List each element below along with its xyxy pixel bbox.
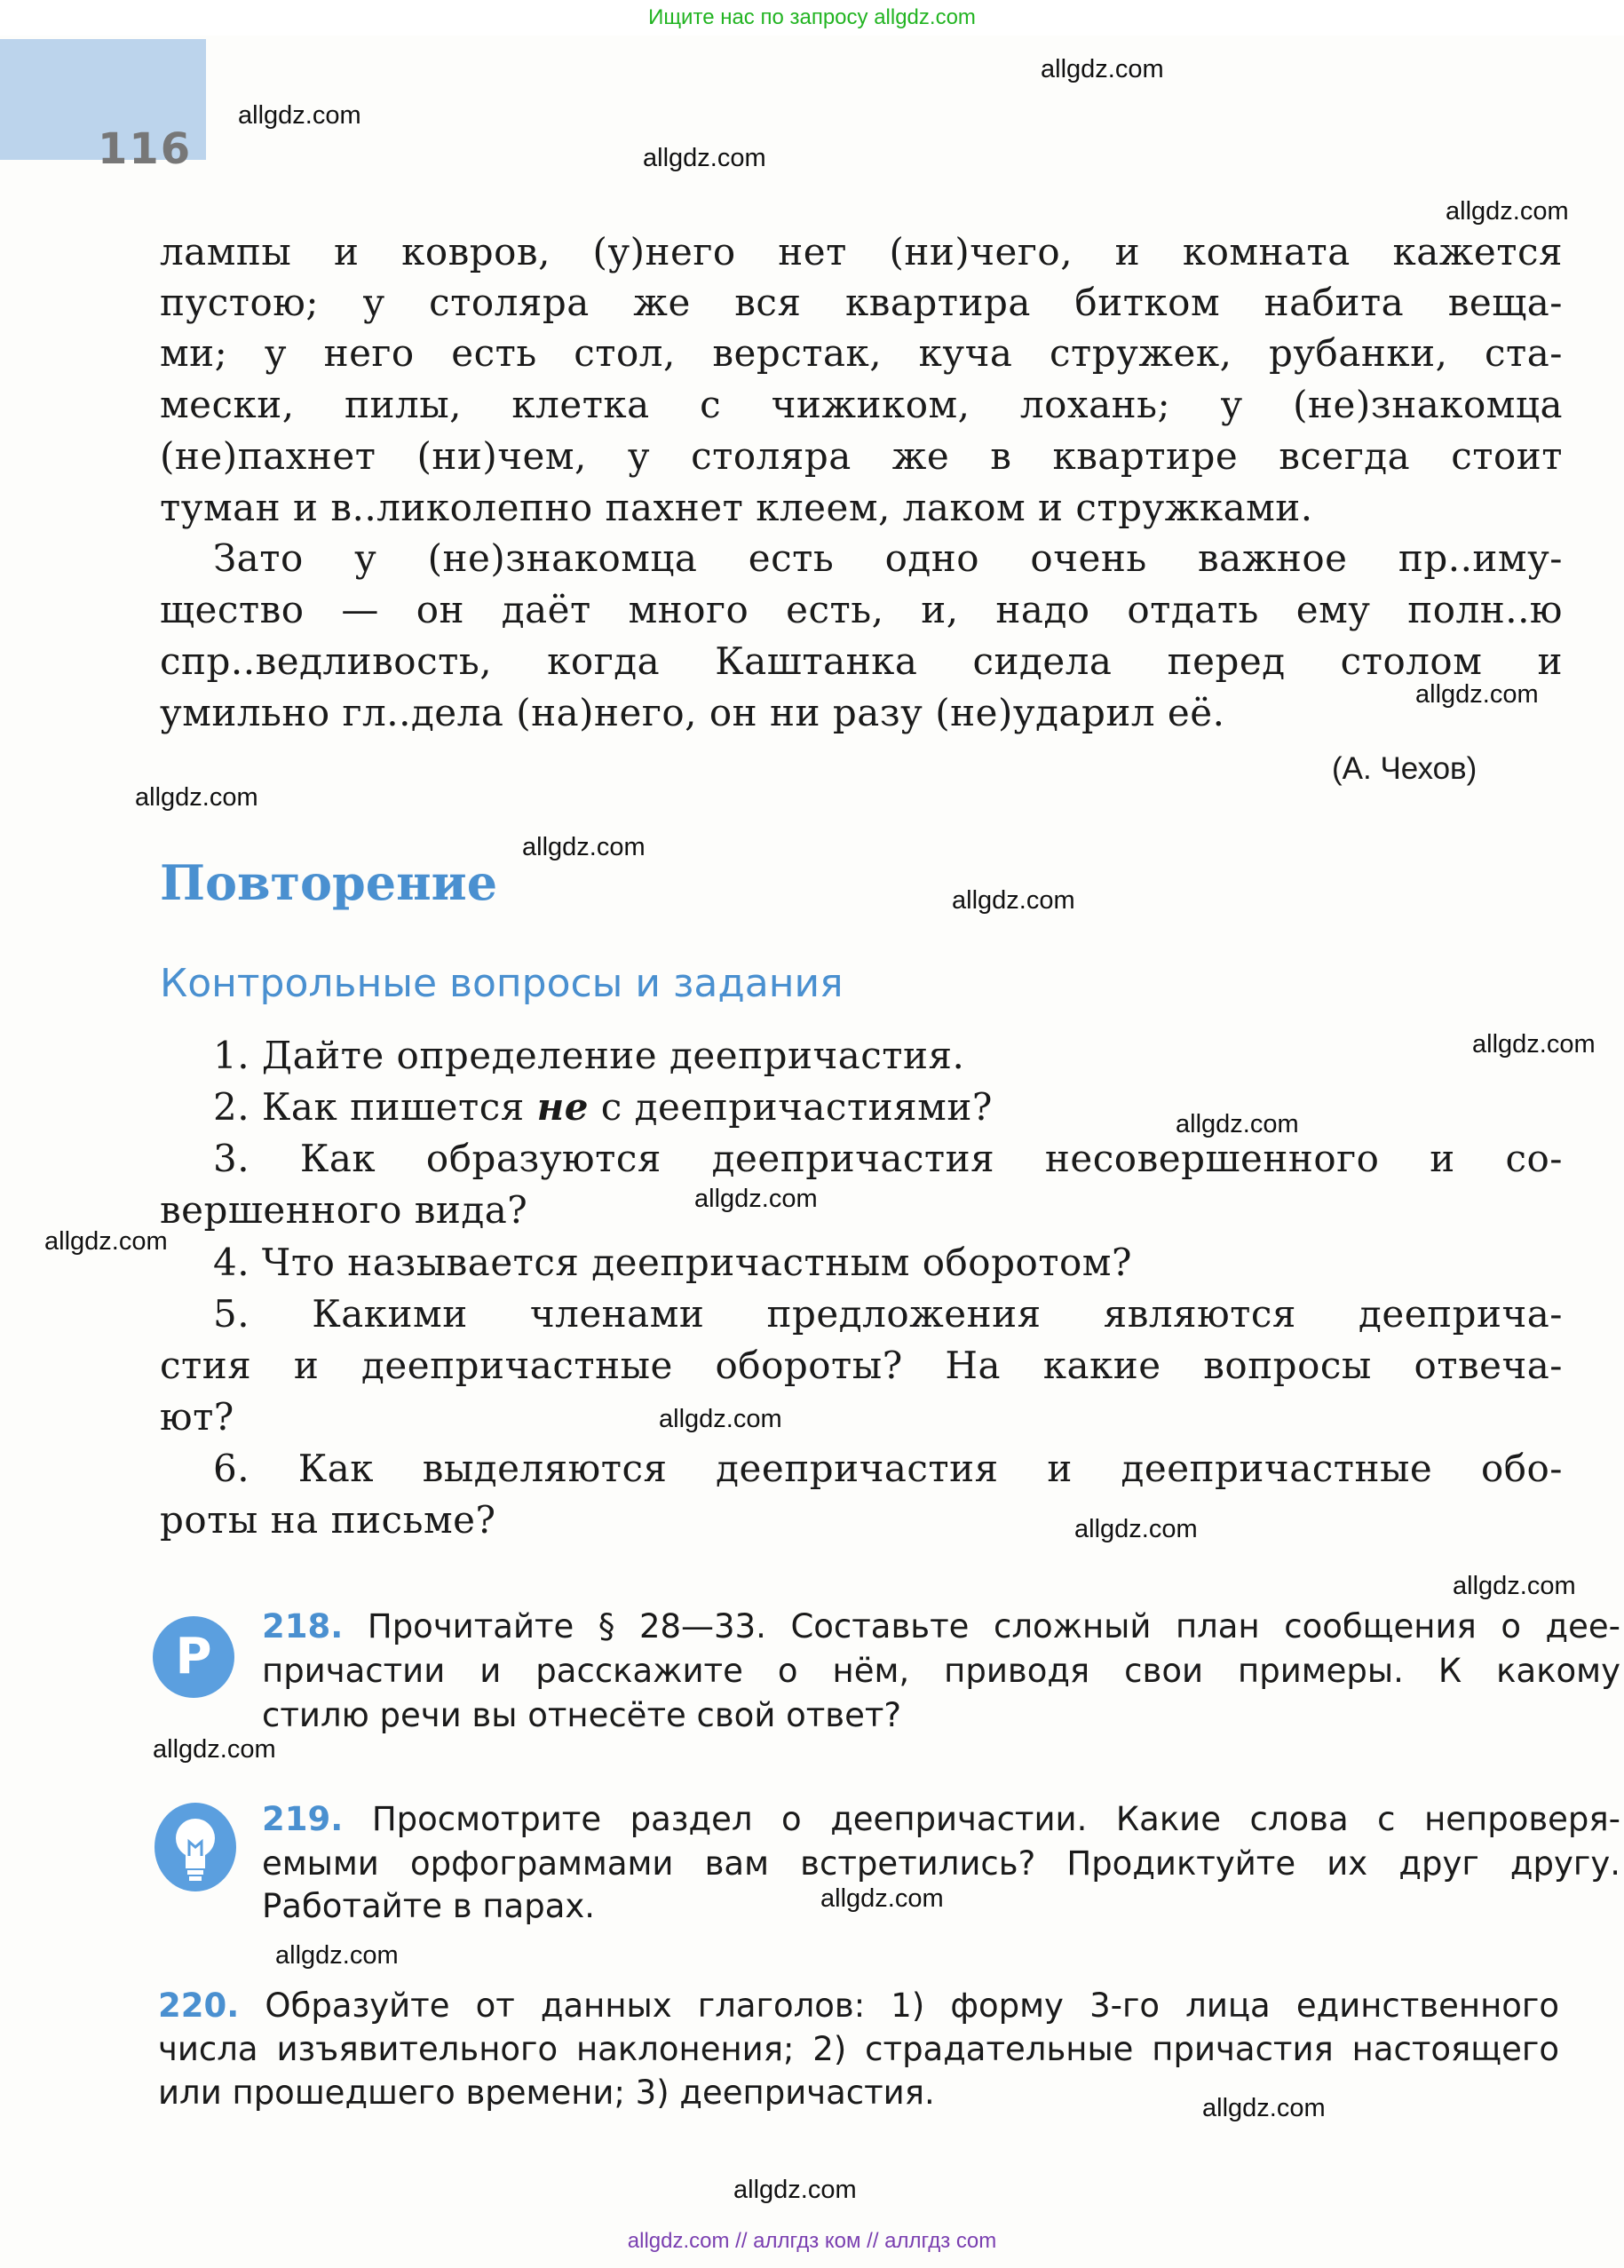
question-1: 1. Дайте определение деепричастия. [213,1034,965,1077]
question-3: 3. Как образуются деепричастия несовершенного и со- [213,1137,1563,1180]
watermark: allgdz.com [1453,1572,1576,1600]
watermark: allgdz.com [643,144,766,172]
exercise-number: 218. [262,1607,344,1645]
watermark: allgdz.com [1415,680,1539,709]
r-badge-icon: Р [153,1616,234,1698]
watermark: allgdz.com [1472,1030,1596,1059]
watermark: allgdz.com [659,1405,782,1433]
exercise-218-line: причастии и расскажите о нём, приводя свои примеры. К какому [262,1652,1620,1690]
text-line: лампы и ковров, (у)него нет (ни)чего, и комната кажется [160,230,1563,274]
watermark: allgdz.com [1041,55,1164,83]
text-line: мески, пилы, клетка с чижиком, лохань; у (не)знакомца [160,383,1563,426]
watermark: allgdz.com [952,886,1075,915]
exercise-218-line: 218. Прочитайте § 28—33. Составьте сложный план сообщения о дее- [262,1607,1621,1645]
watermark: allgdz.com [1202,2094,1326,2122]
bottom-banner[interactable]: allgdz.com // аллгдз ком // аллгдз com [627,2229,997,2253]
text-line: ми; у него есть стол, верстак, куча стружек, рубанки, ста- [160,331,1563,375]
question-5: 5. Какими членами предложения являются дееприча- [213,1292,1563,1336]
watermark: allgdz.com [522,833,646,861]
watermark: allgdz.com [820,1884,944,1913]
top-banner[interactable]: Ищите нас по запросу allgdz.com [648,5,976,29]
text-line: (не)пахнет (ни)чем, у столяра же в квартире всегда стоит [160,434,1563,478]
question-2 [213,1082,1616,1133]
text-line: умильно гл..дела (на)него, он ни разу (не)ударил её. [160,691,1225,734]
watermark: allgdz.com [1074,1515,1198,1543]
text-line: щество — он даёт много есть, и, надо отдать ему полн..ю [160,588,1563,631]
exercise-218-line: стилю речи вы отнесёте свой ответ? [262,1696,902,1734]
question-6: 6. Как выделяются деепричастия и деепричастные обо- [213,1447,1563,1490]
watermark: allgdz.com [153,1735,276,1764]
question-2-prefix: 2. Как пишется [213,1085,525,1129]
question-6-cont: роты на письме? [160,1498,496,1542]
watermark: allgdz.com [238,101,361,130]
watermark: allgdz.com [694,1185,818,1213]
subsection-title: Контрольные вопросы и задания [160,961,844,1006]
question-4: 4. Что называется деепричастным оборотом? [213,1241,1132,1284]
author-citation: (А. Чехов) [1332,751,1477,786]
question-5-cont: стия и деепричастные обороты? На какие вопросы отвеча- [160,1344,1563,1387]
exercise-219-line: Работайте в парах. [262,1887,596,1925]
question-3-cont: вершенного вида? [160,1188,528,1232]
text-line: туман и в..ликолепно пахнет клеем, лаком и стружками. [160,486,1313,529]
watermark: allgdz.com [44,1227,168,1256]
page-number: 116 [98,124,193,174]
exercise-number: 219. [262,1800,344,1838]
section-title: Повторение [160,854,498,911]
exercise-219-line: емыми орфограммами вам встретились? Продиктуйте их друг другу. [262,1844,1620,1883]
text-line: Зато у (не)знакомца есть одно очень важное пр..иму- [213,536,1563,580]
exercise-220-line: числа изъявительного наклонения; 2) страдательные причастия настоящего [158,2030,1559,2068]
question-2-word: не [536,1085,589,1129]
question-2-suffix: с деепричастиями? [600,1085,993,1129]
exercise-220-line: или прошедшего времени; 3) деепричастия. [158,2074,935,2112]
watermark: allgdz.com [1176,1110,1299,1138]
exercise-219-line: 219. Просмотрите раздел о деепричастии. Какие слова с непроверя- [262,1800,1621,1838]
watermark: allgdz.com [1446,197,1569,226]
exercise-220-line: 220. Образуйте от данных глаголов: 1) форму 3-го лица единственного [158,1986,1559,2025]
watermark: allgdz.com [275,1941,399,1970]
exercise-number: 220. [158,1986,240,2025]
question-5-end: ют? [160,1395,234,1439]
watermark: allgdz.com [135,783,258,812]
lightbulb-icon [153,1801,238,1893]
text-line: пустою; у столяра же вся квартира битком набита веща- [160,281,1563,324]
text-line: спр..ведливость, когда Каштанка сидела перед столом и [160,639,1563,683]
watermark: allgdz.com [733,2176,857,2204]
